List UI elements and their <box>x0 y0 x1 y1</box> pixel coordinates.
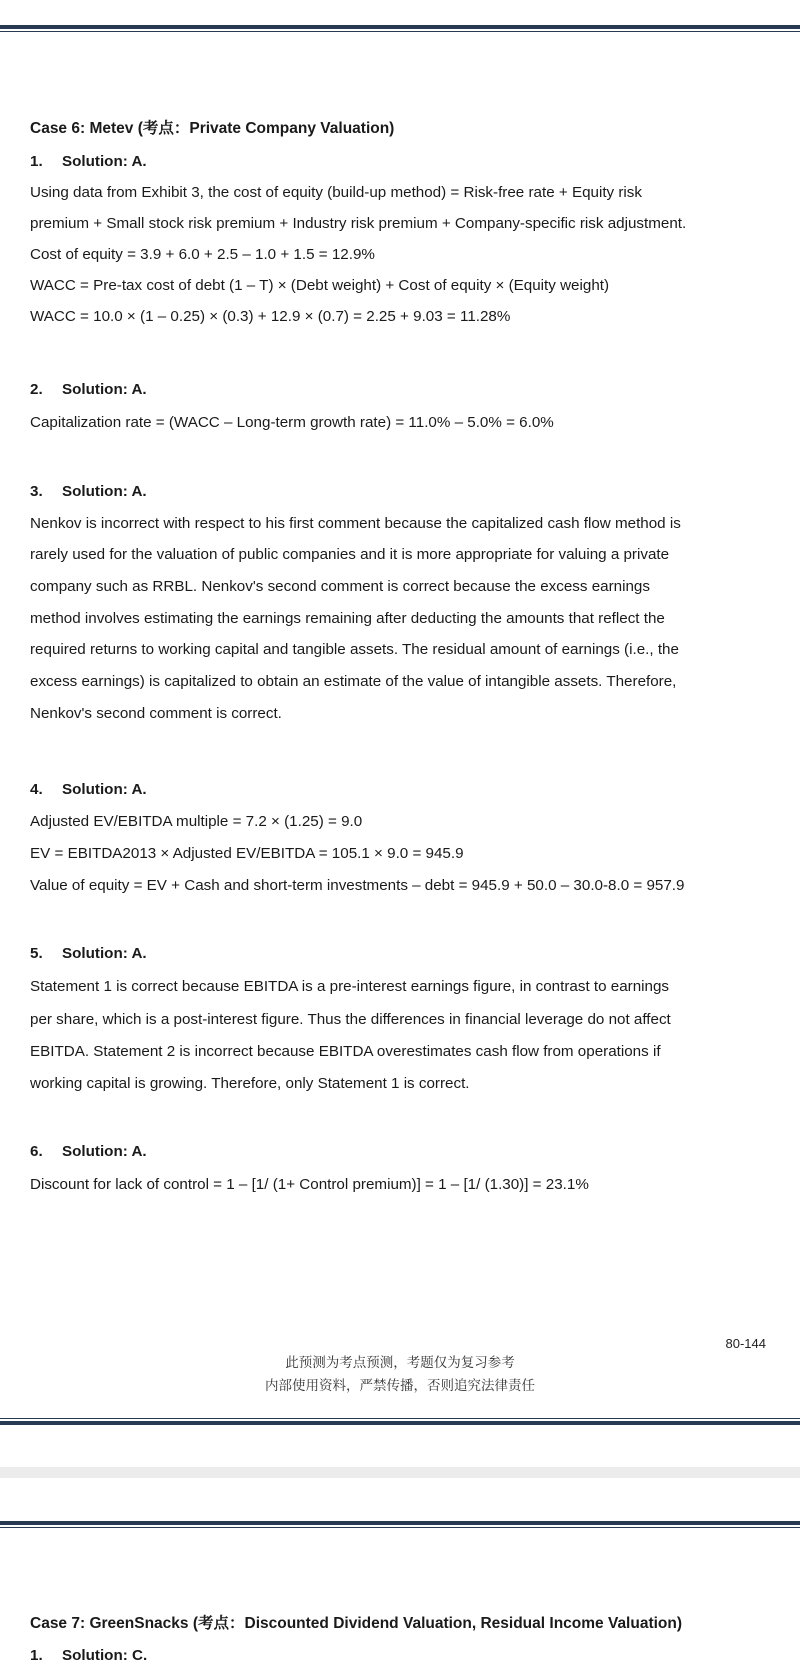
body-line: WACC = Pre-tax cost of debt (1 – T) × (Debt weight) + Cost of equity × (Equity weight) <box>30 277 610 294</box>
solution-label: Solution: C. <box>62 1647 148 1664</box>
solution-number: 3. <box>30 483 43 500</box>
solution-number: 1. <box>30 1647 43 1664</box>
body-line: per share, which is a post-interest figure. Thus the differences in financial leverage do not affect <box>30 1011 671 1028</box>
solution-heading <box>30 1142 147 1162</box>
body-line: EV = EBITDA2013 × Adjusted EV/EBITDA = 105.1 × 9.0 = 945.9 <box>30 845 464 862</box>
page-separator <box>0 1467 800 1478</box>
body-line: Cost of equity = 3.9 + 6.0 + 2.5 – 1.0 + 1.5 = 12.9% <box>30 246 375 263</box>
footer-rule <box>0 1418 800 1425</box>
body-line: Nenkov's second comment is correct. <box>30 705 282 722</box>
page-number: 80-144 <box>725 1336 766 1351</box>
solution-number: 1. <box>30 153 43 170</box>
case-title: Case 6: Metev (考点：Private Company Valuation) <box>30 120 395 137</box>
body-line: required returns to working capital and tangible assets. The residual amount of earnings (i.e., the <box>30 641 679 658</box>
solution-label: Solution: A. <box>62 483 147 500</box>
footer-notice: 此预测为考点预测，考题仅为复习参考 <box>285 1355 515 1371</box>
case-title: Case 7: GreenSnacks (考点：Discounted Dividend Valuation, Residual Income Valuation) <box>30 1615 683 1632</box>
body-line: Capitalization rate = (WACC – Long-term growth rate) = 11.0% – 5.0% = 6.0% <box>30 414 554 431</box>
solution-heading <box>30 152 147 172</box>
header-rule <box>0 25 800 32</box>
solution-label: Solution: A. <box>62 781 147 798</box>
body-line: Discount for lack of control = 1 – [1/ (1+ Control premium)] = 1 – [1/ (1.30)] = 23.1% <box>30 1176 589 1193</box>
solution-number: 5. <box>30 945 43 962</box>
solution-label: Solution: A. <box>62 381 147 398</box>
header-rule <box>0 1521 800 1528</box>
body-line: company such as RRBL. Nenkov's second comment is correct because the excess earnings <box>30 578 650 595</box>
solution-heading <box>30 380 147 400</box>
solution-label: Solution: A. <box>62 153 147 170</box>
body-line: Value of equity = EV + Cash and short-term investments – debt = 945.9 + 50.0 – 30.0-8.0 = 957.9 <box>30 877 685 894</box>
solution-label: Solution: A. <box>62 945 147 962</box>
solution-heading <box>30 1646 147 1666</box>
body-line: Adjusted EV/EBITDA multiple = 7.2 × (1.25) = 9.0 <box>30 813 363 830</box>
solution-number: 2. <box>30 381 43 398</box>
body-line: working capital is growing. Therefore, only Statement 1 is correct. <box>30 1075 470 1092</box>
body-line: EBITDA. Statement 2 is incorrect because EBITDA overestimates cash flow from operations if <box>30 1043 661 1060</box>
footer-notice: 内部使用资料，严禁传播，否则追究法律责任 <box>265 1378 535 1394</box>
solution-label: Solution: A. <box>62 1143 147 1160</box>
body-line: WACC = 10.0 × (1 – 0.25) × (0.3) + 12.9 × (0.7) = 2.25 + 9.03 = 11.28% <box>30 308 511 325</box>
solution-number: 6. <box>30 1143 43 1160</box>
body-line: rarely used for the valuation of public companies and it is more appropriate for valuing a private <box>30 546 670 563</box>
body-line: Statement 1 is correct because EBITDA is a pre-interest earnings figure, in contrast to earnings <box>30 978 670 995</box>
solution-heading <box>30 944 147 964</box>
body-line: premium + Small stock risk premium + Industry risk premium + Company-specific risk adjustment. <box>30 215 687 232</box>
body-line: excess earnings) is capitalized to obtain an estimate of the value of intangible assets. Therefore, <box>30 673 677 690</box>
body-line: Nenkov is incorrect with respect to his first comment because the capitalized cash flow method is <box>30 515 681 532</box>
body-line: Using data from Exhibit 3, the cost of equity (build-up method) = Risk-free rate + Equity risk <box>30 184 642 201</box>
body-line: method involves estimating the earnings remaining after deducting the amounts that reflect the <box>30 610 665 627</box>
solution-heading <box>30 482 147 502</box>
solution-number: 4. <box>30 781 43 798</box>
solution-heading <box>30 780 147 800</box>
